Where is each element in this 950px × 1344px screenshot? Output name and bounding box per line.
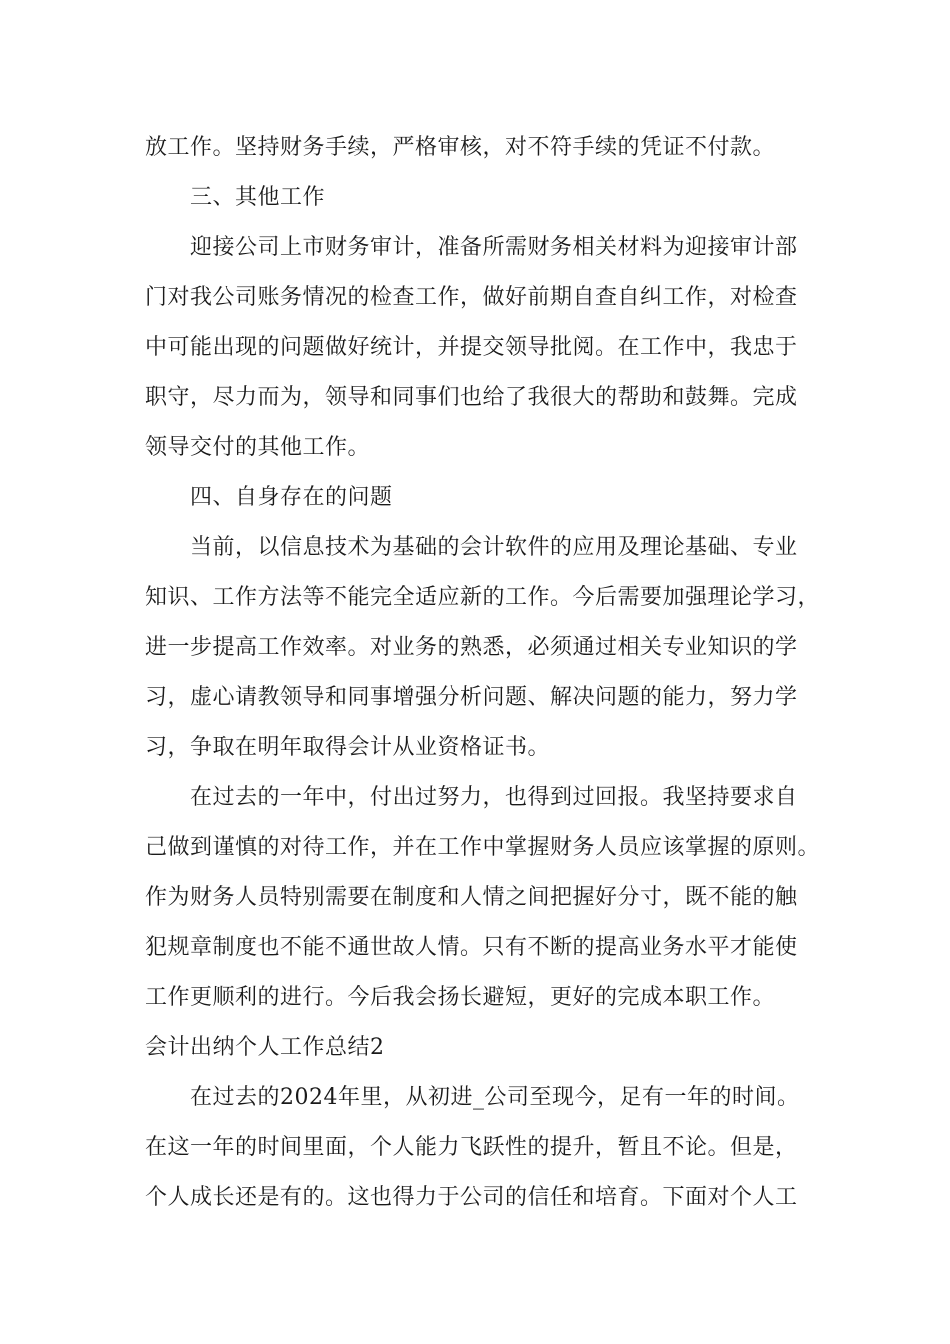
paragraph-line: 中可能出现的问题做好统计，并提交领导批阅。在工作中，我忠于: [145, 335, 798, 360]
paragraph-line: 当前，以信息技术为基础的会计软件的应用及理论基础、专业: [190, 535, 798, 560]
section-heading-problems: 四、自身存在的问题: [190, 485, 393, 510]
paragraph-line: 在过去的一年中，付出过努力，也得到过回报。我坚持要求自: [190, 785, 798, 810]
paragraph-line: 习，虚心请教领导和同事增强分析问题、解决问题的能力，努力学: [145, 685, 798, 710]
paragraph-line: 在过去的2024年里，从初进_公司至现今，足有一年的时间。: [190, 1085, 800, 1110]
paragraph-line: 知识、工作方法等不能完全适应新的工作。今后需要加强理论学习，: [145, 585, 821, 610]
paragraph-line: 个人成长还是有的。这也得力于公司的信任和培育。下面对个人工: [145, 1185, 798, 1210]
paragraph-line: 习，争取在明年取得会计从业资格证书。: [145, 735, 551, 760]
paragraph-line: 迎接公司上市财务审计，准备所需财务相关材料为迎接审计部: [190, 235, 798, 260]
paragraph-line: 进一步提高工作效率。对业务的熟悉，必须通过相关专业知识的学: [145, 635, 798, 660]
paragraph-line: 己做到谨慎的对待工作，并在工作中掌握财务人员应该掌握的原则。: [145, 835, 821, 860]
section-heading-other-work: 三、其他工作: [190, 185, 326, 210]
paragraph-line: 放工作。坚持财务手续，严格审核，对不符手续的凭证不付款。: [145, 135, 776, 160]
paragraph-line: 作为财务人员特别需要在制度和人情之间把握好分寸，既不能的触: [145, 885, 798, 910]
paragraph-line: 工作更顺利的进行。今后我会扬长避短，更好的完成本职工作。: [145, 985, 776, 1010]
paragraph-line: 犯规章制度也不能不通世故人情。只有不断的提高业务水平才能使: [145, 935, 798, 960]
document-title-summary-2: 会计出纳个人工作总结2: [145, 1035, 385, 1060]
paragraph-line: 门对我公司账务情况的检查工作，做好前期自查自纠工作，对检查: [145, 285, 798, 310]
paragraph-line: 领导交付的其他工作。: [145, 435, 371, 460]
paragraph-line: 职守，尽力而为，领导和同事们也给了我很大的帮助和鼓舞。完成: [145, 385, 798, 410]
paragraph-line: 在这一年的时间里面，个人能力飞跃性的提升，暂且不论。但是，: [145, 1135, 798, 1160]
